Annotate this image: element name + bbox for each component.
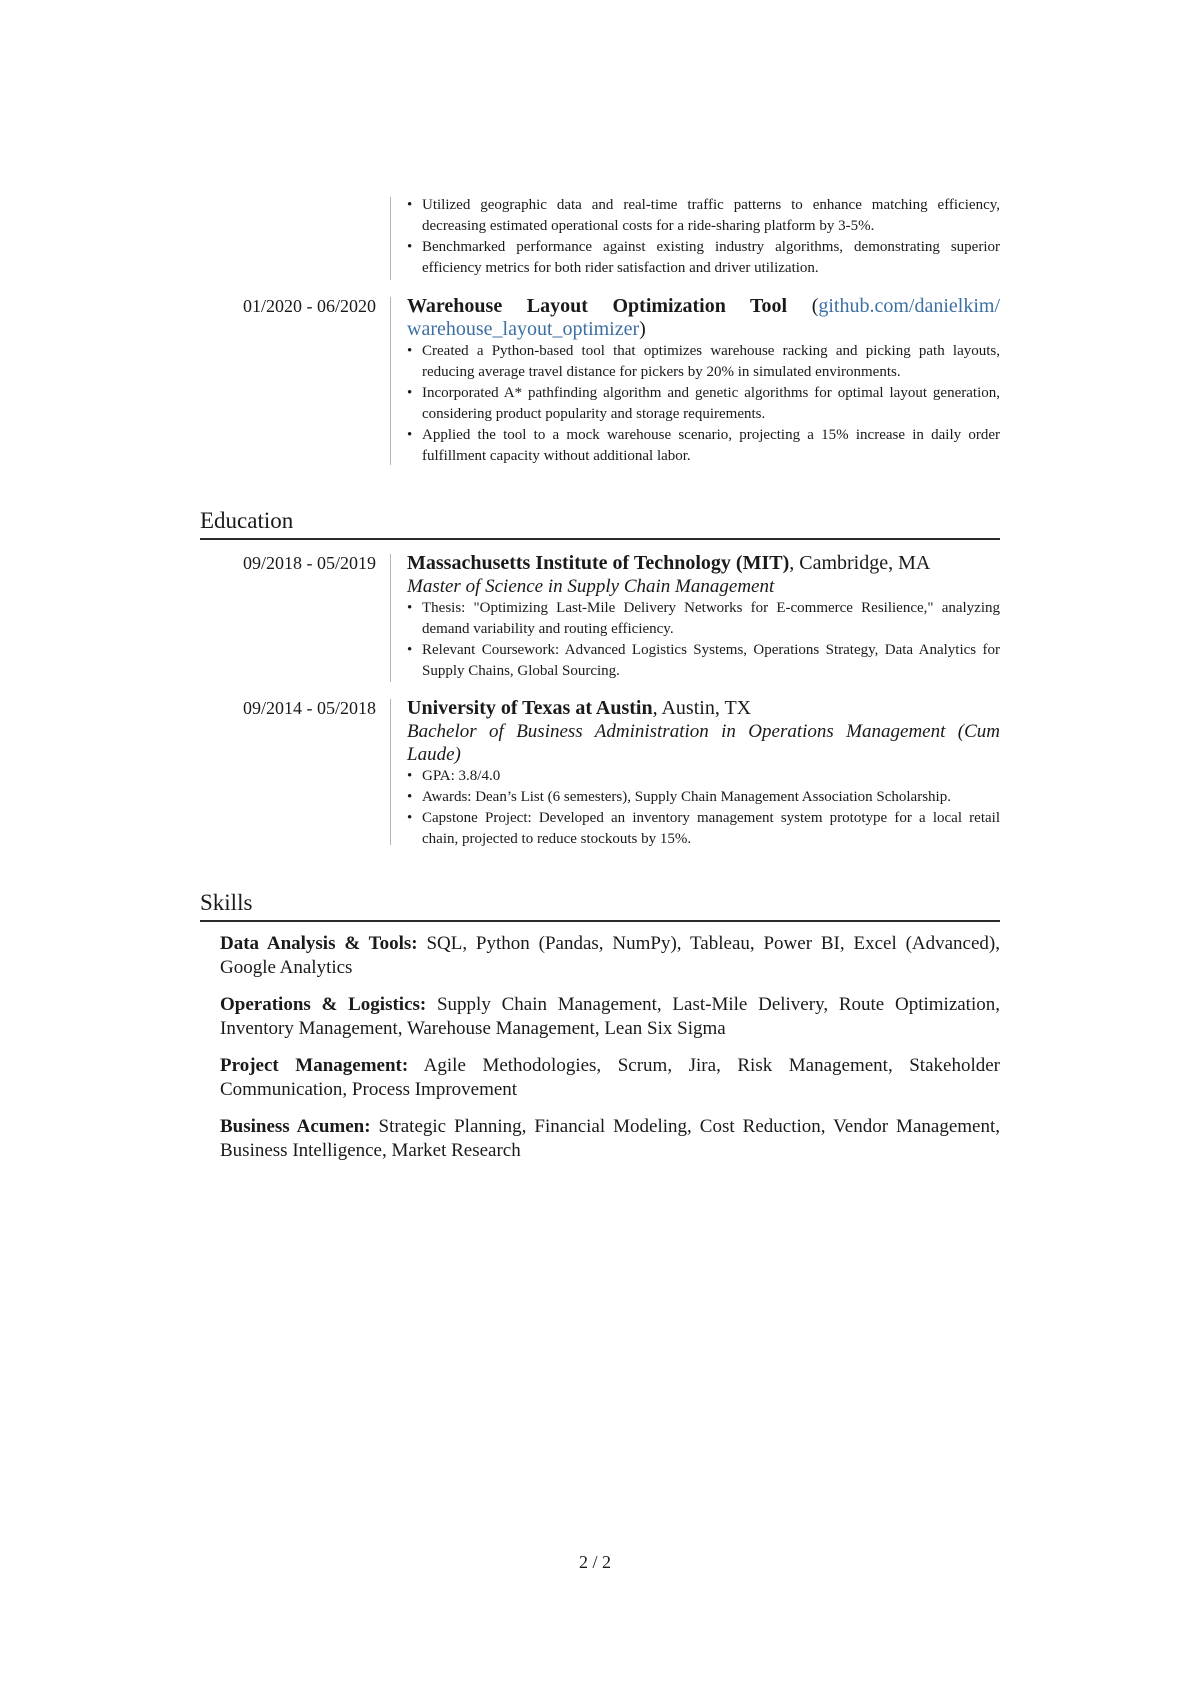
education-entry (200, 697, 1000, 845)
education-entry (200, 552, 1000, 682)
bullet-icon: • (407, 427, 413, 443)
entry-divider (390, 699, 391, 845)
list-item: • Relevant Coursework: Advanced Logistics Systems, Operations Strategy, Data Analytics for Supply Chains, Global Sourcing. (407, 642, 1000, 679)
skill-item (220, 1054, 1000, 1102)
entry-body (407, 552, 1000, 682)
institution-line (407, 552, 1000, 575)
list-item: • Awards: Dean’s List (6 semesters), Supply Chain Management Association Scholarship. (407, 787, 1000, 808)
bullet-icon: • (407, 789, 413, 805)
skill-text: Strategic Planning, Financial Modeling, Cost Reduction, Vendor Management, Business Intelligence, Market Research (220, 1116, 1000, 1161)
skill-item (220, 993, 1000, 1041)
bullet-icon: • (407, 810, 413, 826)
bullet-icon: • (407, 768, 413, 784)
list-item: • Created a Python-based tool that optimizes warehouse racking and picking path layouts, reducing average travel distance for pickers by 20% in simulated environments. (407, 343, 1000, 380)
list-item: • Capstone Project: Developed an inventory management system prototype for a local retail chain, projected to reduce stockouts by 15%. (407, 810, 1000, 847)
skill-label: Business Acumen: (220, 1116, 371, 1137)
entry-divider (390, 554, 391, 682)
list-item: • Benchmarked performance against existing industry algorithms, demonstrating superior efficiency metrics for both rider satisfaction and driver utilization. (407, 239, 1000, 276)
institution-name: University of Texas at Austin (407, 697, 653, 719)
bullet-icon: • (407, 343, 413, 359)
list-item: • GPA: 3.8/4.0 (407, 766, 1000, 787)
skill-label: Data Analysis & Tools: (220, 933, 418, 954)
bullet-list (407, 766, 1000, 850)
bullet-list (407, 195, 1000, 279)
bullet-icon: • (407, 385, 413, 401)
skill-label: Project Management: (220, 1055, 409, 1076)
bullet-icon: • (407, 642, 413, 658)
project-title: Warehouse Layout Optimization Tool (407, 295, 788, 317)
section-divider (200, 920, 1000, 922)
skill-text: Supply Chain Management, Last-Mile Delivery, Route Optimization, Inventory Management, Warehouse Management, Lean Six Sigma (220, 994, 1000, 1039)
bullet-icon: • (407, 600, 413, 616)
institution-name: Massachusetts Institute of Technology (MIT) (407, 552, 790, 574)
section-divider (200, 538, 1000, 540)
skill-text: SQL, Python (Pandas, NumPy), Tableau, Power BI, Excel (Advanced), Google Analytics (220, 933, 1000, 978)
bullet-list (407, 341, 1000, 467)
list-item: • Applied the tool to a mock warehouse scenario, projecting a 15% increase in daily order fulfillment capacity without additional labor. (407, 427, 1000, 464)
institution-location: , Austin, TX (652, 697, 752, 719)
project-title-line: Warehouse Layout Optimization Tool (github.com/danielkim/ warehouse_layout_optimizer) (407, 295, 1000, 340)
entry-body (407, 295, 1000, 467)
list-item: • Utilized geographic data and real-time traffic patterns to enhance matching efficiency, decreasing estimated operational costs for a ride-sharing platform by 3-5%. (407, 197, 1000, 234)
skill-item (220, 932, 1000, 980)
degree: Bachelor of Business Administration in Operations Management (Cum Laude) (407, 721, 1000, 765)
entry-divider (390, 297, 391, 465)
section-title-skills: Skills (200, 890, 253, 915)
institution-line (407, 697, 1000, 720)
skill-label: Operations & Logistics: (220, 994, 427, 1015)
entry-body (407, 697, 1000, 850)
degree: Master of Science in Supply Chain Management (407, 576, 775, 597)
experience-continued-entry (200, 195, 1000, 280)
page-number: 2 / 2 (578, 1552, 611, 1572)
entry-body (407, 195, 1000, 279)
bullet-icon: • (407, 239, 413, 255)
bullet-icon: • (407, 197, 413, 213)
list-item: • Thesis: "Optimizing Last-Mile Delivery Networks for E-commerce Resilience," analyzing demand variability and routing efficiency. (407, 600, 1000, 637)
list-item: • Incorporated A* pathfinding algorithm and genetic algorithms for optimal layout generation, considering product popularity and storage requirements. (407, 385, 1000, 422)
bullet-list (407, 598, 1000, 682)
entry-date: 09/2014 - 05/2018 (243, 698, 376, 718)
entry-date: 09/2018 - 05/2019 (243, 553, 376, 573)
entry-date: 01/2020 - 06/2020 (243, 296, 376, 316)
institution-location: , Cambridge, MA (789, 552, 931, 574)
skill-item (220, 1115, 1000, 1163)
project-link[interactable]: github.com/danielkim/ warehouse_layout_optimizer (407, 295, 1000, 340)
entry-divider (390, 197, 391, 280)
project-entry (200, 295, 1000, 465)
skill-text: Agile Methodologies, Scrum, Jira, Risk Management, Stakeholder Communication, Process Improvement (220, 1055, 1000, 1100)
section-title-education: Education (200, 508, 294, 533)
